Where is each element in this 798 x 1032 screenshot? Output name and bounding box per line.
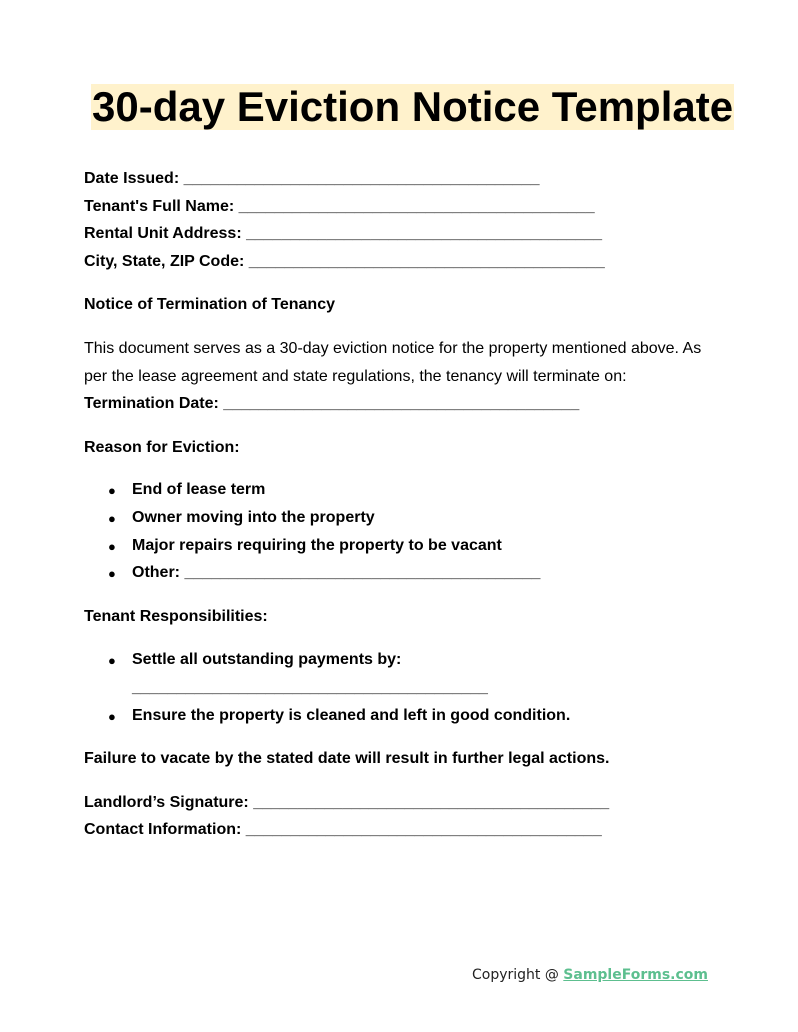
reason-heading: Reason for Eviction:: [84, 439, 240, 456]
copyright-text: Copyright @: [471, 967, 564, 983]
sampleforms-link[interactable]: SampleForms.com: [563, 967, 708, 983]
label: Other:: [132, 564, 180, 581]
label: Date Issued:: [84, 170, 180, 187]
bullet-icon: ●: [108, 483, 116, 498]
blank-line: ________________________________________: [238, 198, 595, 215]
list-item: Settle all outstanding payments by:: [132, 651, 402, 668]
bullet-icon: ●: [108, 511, 116, 526]
notice-heading: Notice of Termination of Tenancy: [84, 296, 335, 313]
signature-field: [84, 793, 609, 813]
failure-statement: Failure to vacate by the stated date will result in further legal actions.: [84, 750, 610, 767]
responsibilities-heading: Tenant Responsibilities:: [84, 608, 268, 625]
termination-date-field: [84, 394, 579, 414]
bullet-icon: ●: [108, 566, 116, 581]
list-item: Ensure the property is cleaned and left in good condition.: [132, 707, 571, 724]
blank-line: ________________________________________: [223, 395, 580, 412]
blank-line: ________________________________________: [183, 170, 540, 187]
list-item: Major repairs requiring the property to be vacant: [132, 537, 502, 554]
city-state-zip-field: [84, 252, 605, 272]
contact-field: [84, 820, 602, 840]
bullet-icon: ●: [108, 653, 116, 668]
blank-line: ________________________________________: [248, 253, 605, 270]
blank-line: ________________________________________: [246, 225, 603, 242]
label: Landlord’s Signature:: [84, 794, 249, 811]
body-text-line2: per the lease agreement and state regulations, the tenancy will terminate on:: [84, 368, 627, 385]
blank-line: ________________________________________: [132, 679, 488, 696]
blank-line: ________________________________________: [184, 564, 541, 581]
footer-copyright: [472, 965, 708, 985]
bullet-icon: ●: [108, 539, 116, 554]
label: Tenant's Full Name:: [84, 198, 235, 215]
list-item-other: [132, 563, 540, 583]
blank-line: ________________________________________: [253, 794, 610, 811]
label: Termination Date:: [84, 395, 219, 412]
label: Rental Unit Address:: [84, 225, 242, 242]
list-item: End of lease term: [132, 481, 266, 498]
tenant-name-field: [84, 197, 595, 217]
bullet-icon: ●: [108, 709, 116, 724]
label: City, State, ZIP Code:: [84, 253, 245, 270]
label: Contact Information:: [84, 821, 242, 838]
date-issued-field: [84, 169, 540, 189]
page-title: 30-day Eviction Notice Template: [92, 83, 734, 130]
list-item: Owner moving into the property: [132, 509, 375, 526]
blank-line: ________________________________________: [245, 821, 602, 838]
rental-address-field: [84, 224, 602, 244]
body-text-line1: This document serves as a 30-day eviction notice for the property mentioned above. As: [84, 340, 702, 357]
